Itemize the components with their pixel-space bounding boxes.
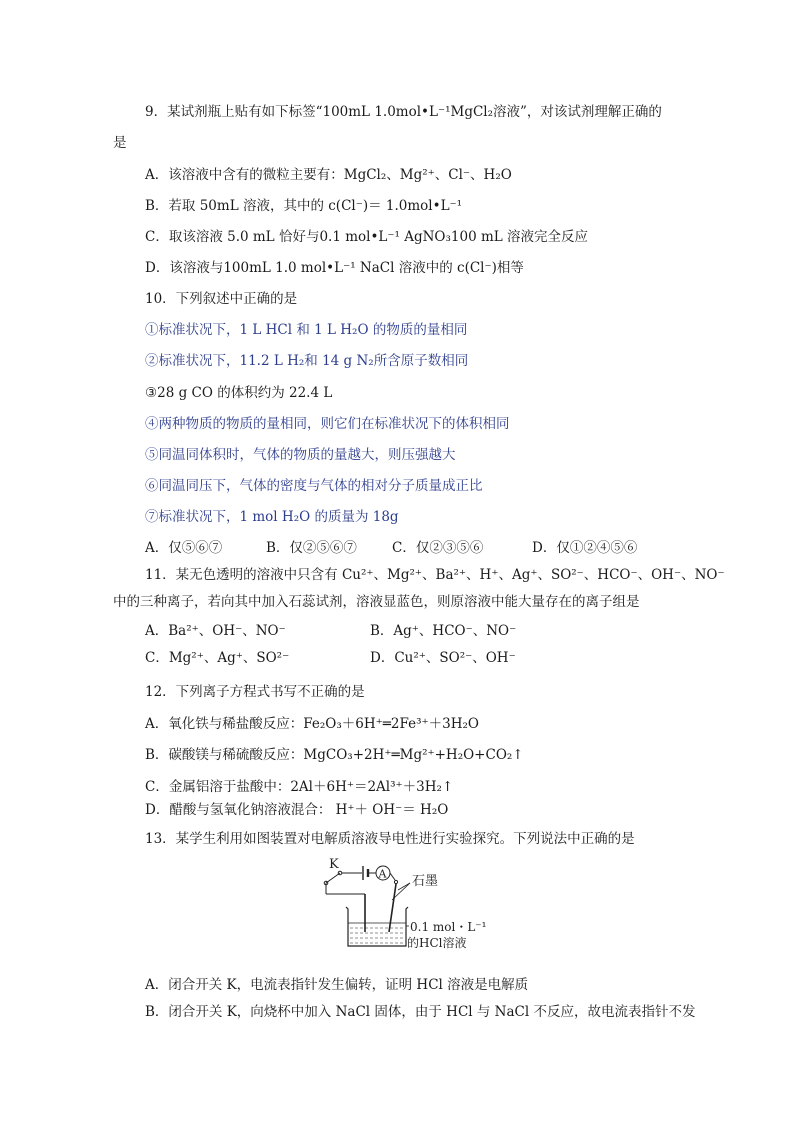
q10-item-3: ③28 g CO 的体积约为 22.4 L — [145, 385, 333, 401]
ammeter-label: A — [378, 867, 387, 881]
q11-option-c: C．Mg²⁺、Ag⁺、SO²⁻ — [145, 650, 290, 666]
q10-option-b: B．仅②⑤⑥⑦ — [266, 540, 357, 556]
q10-item-5: ⑤同温同体积时，气体的物质的量越大，则压强越大 — [145, 447, 456, 463]
q10-item-6: ⑥同温同压下，气体的密度与气体的相对分子质量成正比 — [145, 478, 483, 494]
q11-stem-line1: 11．某无色透明的溶液中只含有 Cu²⁺、Mg²⁺、Ba²⁺、H⁺、Ag⁺、SO²⁻、HCO⁻、OH⁻、NO⁻ — [145, 567, 725, 583]
q11-stem-line2: 中的三种离子，若向其中加入石蕊试剂，溶液显蓝色，则原溶液中能大量存在的离子组是 — [113, 594, 640, 610]
q10-option-a: A．仅⑤⑥⑦ — [145, 540, 223, 556]
switch-k-label: K — [329, 857, 339, 872]
q9-option-c: C．取该溶液 5.0 mL 恰好与0.1 mol•L⁻¹ AgNO₃100 mL 溶液完全反应 — [145, 229, 589, 245]
q11-option-b: B．Ag⁺、HCO⁻、NO⁻ — [370, 623, 517, 639]
electrolysis-apparatus-figure — [310, 852, 510, 952]
q12-option-c: C．金属铝溶于盐酸中：2Al＋6H⁺＝2Al³⁺＋3H₂↑ — [145, 779, 454, 795]
q13-option-a: A．闭合开关 K，电流表指针发生偏转，证明 HCl 溶液是电解质 — [145, 977, 529, 993]
q12-option-a: A．氧化铁与稀盐酸反应：Fe₂O₃＋6H⁺═2Fe³⁺＋3H₂O — [145, 716, 479, 732]
q10-option-c: C．仅②③⑤⑥ — [392, 540, 484, 556]
q11-option-d: D．Cu²⁺、SO²⁻、OH⁻ — [370, 650, 516, 666]
q9-stem-line2: 是 — [113, 135, 127, 151]
beaker-icon — [346, 907, 408, 946]
q10-item-4: ④两种物质的物质的量相同，则它们在标准状况下的体积相同 — [145, 416, 510, 432]
solution-label-line1: 0.1 mol・L⁻¹ — [410, 920, 487, 934]
q10-stem: 10．下列叙述中正确的是 — [145, 291, 298, 307]
q9-option-b: B．若取 50mL 溶液，其中的 c(Cl⁻)＝ 1.0mol•L⁻¹ — [145, 198, 463, 214]
q13-stem: 13．某学生利用如图装置对电解质溶液导电性进行实验探究。下列说法中正确的是 — [145, 831, 635, 847]
q10-item-1: ①标准状况下，1 L HCl 和 1 L H₂O 的物质的量相同 — [145, 322, 468, 338]
q13-option-b: B．闭合开关 K，向烧杯中加入 NaCl 固体，由于 HCl 与 NaCl 不反应，故电流表指针不发 — [145, 1004, 696, 1020]
q12-option-d: D．醋酸与氢氧化钠溶液混合： H⁺＋ OH⁻＝ H₂O — [145, 802, 449, 818]
q10-option-d: D．仅①②④⑤⑥ — [532, 540, 638, 556]
q12-option-b: B．碳酸镁与稀硫酸反应：MgCO₃+2H⁺═Mg²⁺+H₂O+CO₂↑ — [145, 747, 524, 763]
q9-option-a: A．该溶液中含有的微粒主要有：MgCl₂、Mg²⁺、Cl⁻、H₂O — [145, 167, 512, 183]
q11-option-a: A．Ba²⁺、OH⁻、NO⁻ — [145, 623, 286, 639]
q10-item-7: ⑦标准状况下，1 mol H₂O 的质量为 18g — [145, 509, 399, 525]
q12-stem: 12．下列离子方程式书写不正确的是 — [145, 684, 365, 700]
q9-option-d: D．该溶液与100mL 1.0 mol•L⁻¹ NaCl 溶液中的 c(Cl⁻)相等 — [145, 260, 524, 276]
q9-stem-line1: 9．某试剂瓶上贴有如下标签“100mL 1.0mol•L⁻¹MgCl₂溶液”，对该试剂理解正确的 — [145, 104, 662, 120]
electrode-right — [389, 884, 396, 932]
solution-label-line2: 的HCl溶液 — [407, 936, 467, 950]
q10-item-2: ②标准状况下，11.2 L H₂和 14 g N₂所含原子数相同 — [145, 353, 469, 369]
graphite-label: 石墨 — [412, 874, 439, 889]
